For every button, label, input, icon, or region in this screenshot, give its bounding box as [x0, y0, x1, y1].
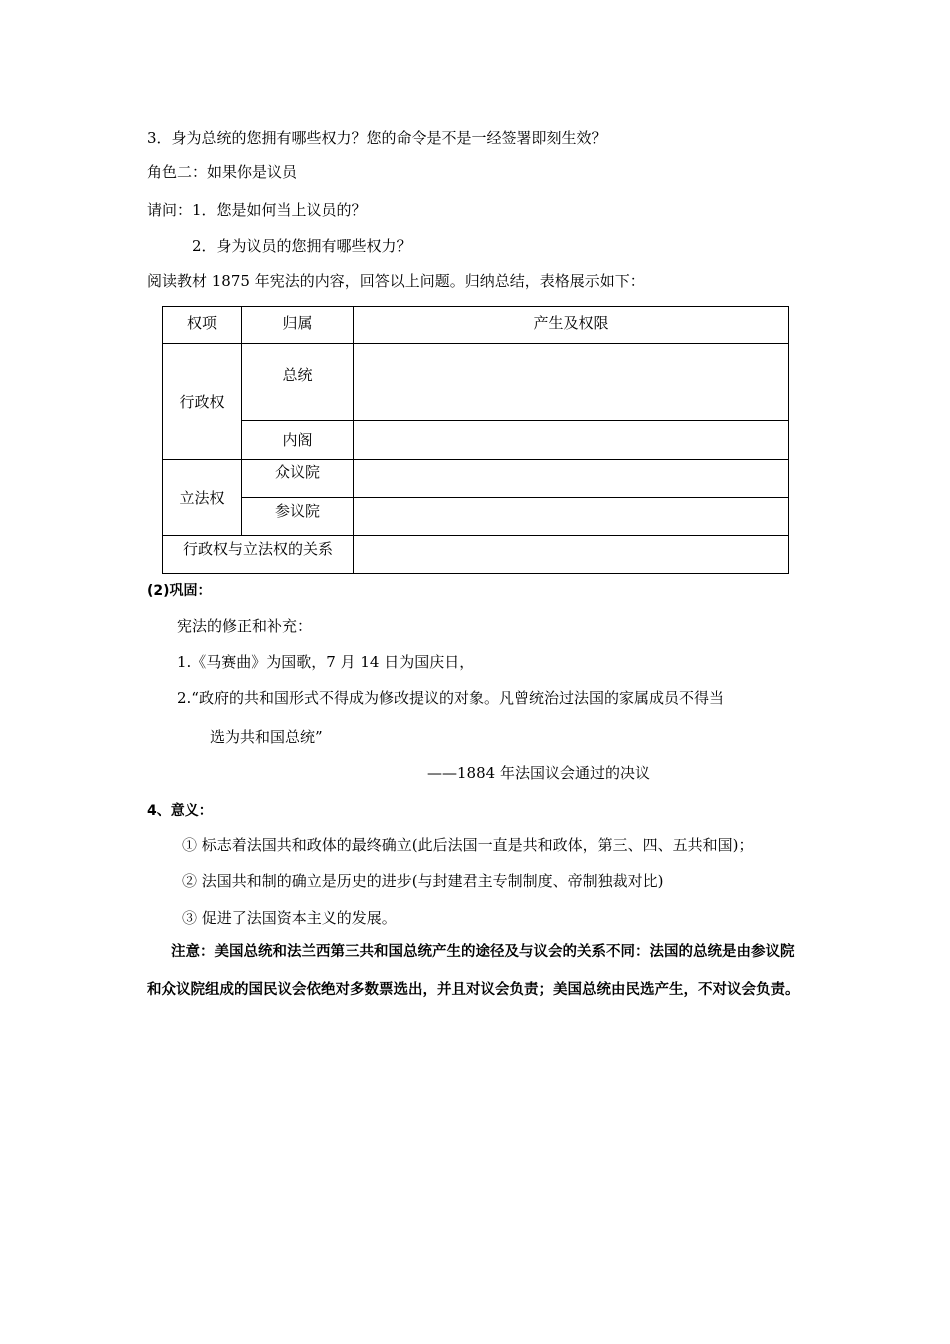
ask-question-2: 2．身为议员的您拥有哪些权力？ — [192, 237, 412, 255]
table-row — [163, 498, 789, 536]
significance-point-1: ① 标志着法国共和政体的最终确立(此后法国一直是共和政体，第三、四、五共和国)； — [182, 836, 754, 854]
legislative-power-cell: 立法权 — [163, 460, 242, 536]
consolidate-heading: (2)巩固： — [147, 583, 212, 599]
significance-point-3: ③ 促进了法国资本主义的发展。 — [182, 909, 397, 927]
header-power: 权项 — [163, 307, 242, 344]
cabinet-authority-cell — [354, 421, 789, 460]
executive-power-cell: 行政权 — [163, 344, 242, 460]
president-authority-cell — [354, 344, 789, 421]
note-paragraph: 注意：美国总统和法兰西第三共和国总统产生的途径及与议会的关系不同：法国的总统是由参议院和众议院组成的国民议会依绝对多数票选出，并且对议会负责；美国总统由民选产生，不对议会负责。 — [147, 944, 800, 998]
senate-authority-cell — [354, 498, 789, 536]
amendment-item-2: 2.“政府的共和国形式不得成为修改提议的对象。凡曾统治过法国的家属成员不得当 — [177, 689, 724, 707]
amendment-source: ——1884 年法国议会通过的决议 — [427, 764, 650, 782]
role-two-heading: 角色二：如果你是议员 — [147, 163, 298, 181]
question-3: 3．身为总统的您拥有哪些权力？您的命令是不是一经签署即刻生效？ — [147, 129, 607, 147]
lower-house-cell: 众议院 — [242, 460, 354, 498]
header-owner: 归属 — [242, 307, 354, 344]
reading-instruction: 阅读教材 1875 年宪法的内容，回答以上问题。归纳总结，表格展示如下： — [147, 272, 645, 290]
significance-point-2: ② 法国共和制的确立是历史的进步(与封建君主专制制度、帝制独裁对比) — [182, 872, 664, 890]
amendment-item-1: 1.《马赛曲》为国歌，7 月 14 日为国庆日， — [177, 653, 475, 671]
table-row — [163, 344, 789, 421]
table-row — [163, 536, 789, 574]
header-origin-authority: 产生及权限 — [354, 307, 789, 344]
powers-table — [162, 306, 789, 574]
senate-cell: 参议院 — [242, 498, 354, 536]
significance-heading: 4、意义： — [147, 803, 213, 819]
president-cell: 总统 — [242, 344, 354, 421]
cabinet-cell: 内阁 — [242, 421, 354, 460]
amendment-intro: 宪法的修正和补充： — [177, 617, 313, 635]
lower-house-authority-cell — [354, 460, 789, 498]
table-header-row — [163, 307, 789, 344]
relation-cell: 行政权与立法权的关系 — [163, 536, 354, 574]
amendment-item-2-continued: 选为共和国总统” — [210, 728, 323, 746]
ask-question-1: 请问：1．您是如何当上议员的？ — [147, 201, 367, 219]
relation-content-cell — [354, 536, 789, 574]
table-row — [163, 421, 789, 460]
table-row — [163, 460, 789, 498]
